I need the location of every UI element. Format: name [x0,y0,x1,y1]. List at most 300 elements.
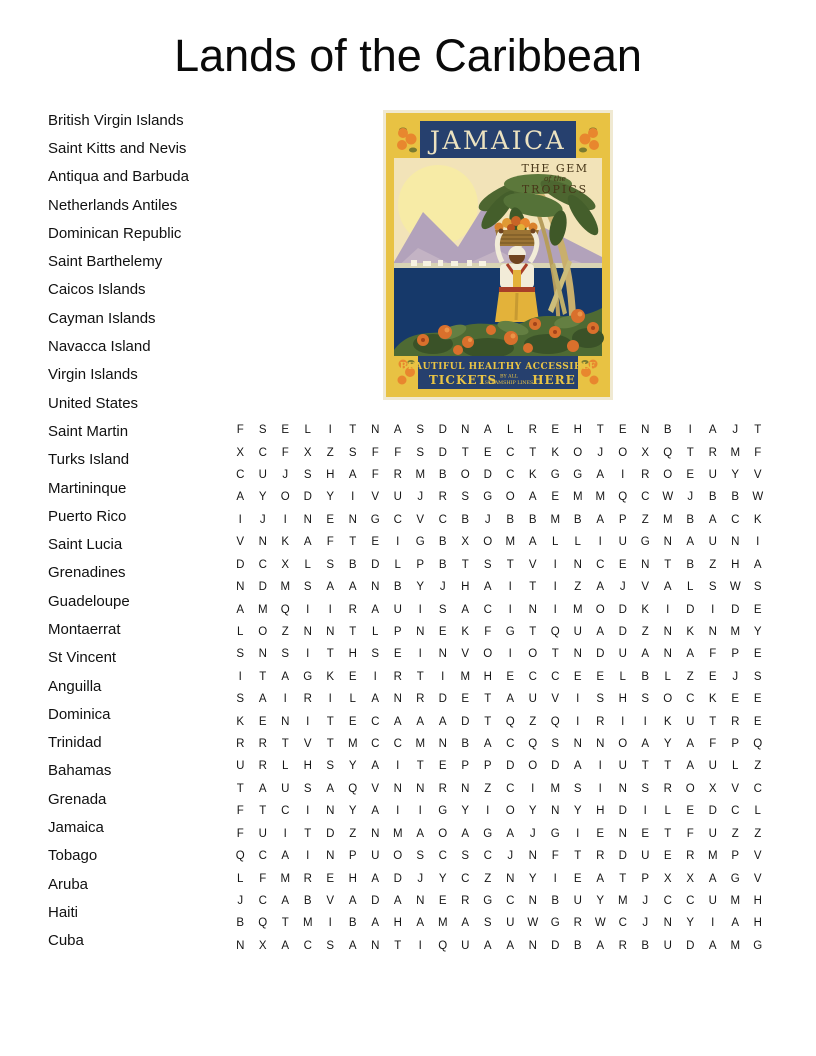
grid-cell: N [416,782,425,795]
grid-cell: S [573,782,582,795]
grid-cell: T [461,446,469,459]
grid-cell: I [621,469,625,482]
grid-cell: T [259,805,267,818]
word-list-item: Virgin Islands [48,366,138,384]
grid-cell: Z [529,715,537,728]
grid-cell: I [508,648,512,661]
grid-cell: A [596,469,605,482]
grid-cell: D [686,603,695,616]
grid-cell: O [460,469,470,482]
grid-cell: U [573,894,582,907]
grid-cell: S [551,738,560,751]
grid-cell: F [484,625,492,638]
grid-cell: A [281,939,290,952]
grid-cell: F [709,648,717,661]
grid-cell: G [483,491,493,504]
grid-cell: L [754,805,761,818]
grid-cell: C [551,670,560,683]
grid-cell: B [686,558,695,571]
grid-cell: O [595,603,605,616]
grid-cell: F [709,738,717,751]
grid-cell: I [553,558,557,571]
grid-cell: I [643,715,647,728]
grid-cell: A [483,939,492,952]
grid-cell: A [731,917,740,930]
grid-cell: N [618,827,627,840]
grid-cell: T [281,738,289,751]
grid-cell: T [574,850,582,863]
grid-cell: Y [528,805,537,818]
grid-cell: I [396,760,400,773]
grid-cell: E [596,827,605,840]
grid-cell: O [483,648,493,661]
grid-cell: J [237,894,244,907]
grid-cell: P [483,760,492,773]
grid-cell: L [304,558,311,571]
grid-cell: M [707,850,718,863]
grid-cell: G [550,917,560,930]
grid-cell: S [641,693,650,706]
grid-cell: Z [641,513,649,526]
grid-cell: A [416,917,425,930]
grid-cell: U [371,850,380,863]
word-list-item: Grenadines [48,564,126,582]
grid-cell: C [506,782,515,795]
grid-cell: R [461,894,470,907]
grid-cell: J [619,581,626,594]
grid-cell: M [662,513,673,526]
grid-cell: N [528,939,537,952]
svg-text:HERE: HERE [532,373,576,387]
grid-cell: R [416,693,425,706]
grid-cell: N [506,872,515,885]
grid-cell: N [461,782,470,795]
grid-cell: A [483,424,492,437]
grid-cell: V [528,558,537,571]
grid-cell: B [438,469,447,482]
grid-cell: C [641,491,650,504]
grid-cell: A [596,581,605,594]
grid-cell: P [416,558,425,571]
grid-cell: C [731,513,740,526]
grid-cell: B [731,491,740,504]
grid-cell: K [753,513,762,526]
grid-cell: B [641,670,650,683]
grid-cell: N [663,917,672,930]
grid-cell: E [551,424,560,437]
grid-cell: S [236,693,245,706]
grid-cell: B [708,491,717,504]
grid-cell: E [348,670,357,683]
grid-cell: A [528,536,537,549]
grid-cell: E [393,648,402,661]
grid-cell: I [576,693,580,706]
grid-cell: I [306,805,310,818]
grid-cell: Z [281,625,289,638]
grid-cell: V [641,581,650,594]
grid-cell: Y [258,491,267,504]
grid-cell: I [666,603,670,616]
word-list-item: Aruba [48,875,89,893]
grid-cell: H [753,917,762,930]
svg-text:STEAMSHIP LINES: STEAMSHIP LINES [484,381,534,386]
grid-cell: I [238,513,242,526]
grid-cell: C [596,558,605,571]
word-list-item: Navacca Island [48,338,151,356]
grid-cell: N [618,782,627,795]
grid-cell: T [304,827,312,840]
grid-cell: I [396,805,400,818]
grid-cell: J [282,469,289,482]
grid-cell: O [528,760,538,773]
grid-cell: T [259,670,267,683]
grid-cell: G [730,872,740,885]
grid-cell: M [730,939,741,952]
grid-cell: T [326,648,334,661]
grid-cell: I [711,917,715,930]
grid-cell: I [373,670,377,683]
grid-cell: U [281,782,290,795]
svg-text:BEAUTIFUL HEALTHY ACCESSIBLE: BEAUTIFUL HEALTHY ACCESSIBLE [399,362,597,372]
grid-cell: U [236,760,245,773]
grid-cell: T [394,939,402,952]
grid-cell: N [641,558,650,571]
grid-cell: U [461,939,470,952]
grid-cell: I [486,805,490,818]
grid-cell: Q [438,939,448,952]
grid-cell: V [371,782,380,795]
grid-cell: M [392,827,403,840]
grid-cell: V [416,513,425,526]
grid-cell: T [349,536,357,549]
grid-cell: A [708,424,717,437]
word-list-item: United States [48,394,139,412]
grid-cell: T [529,625,537,638]
grid-cell: C [618,917,627,930]
grid-cell: A [461,827,470,840]
grid-cell: M [280,581,291,594]
grid-cell: I [418,648,422,661]
grid-cell: T [506,558,514,571]
grid-cell: G [573,469,583,482]
grid-cell: J [529,827,536,840]
grid-cell: Y [416,581,425,594]
grid-cell: H [461,581,470,594]
grid-cell: E [618,424,627,437]
word-list-item: Turks Island [48,451,130,469]
grid-cell: C [528,670,537,683]
grid-cell: V [326,894,335,907]
grid-cell: I [328,424,332,437]
grid-cell: W [729,581,741,594]
grid-cell: M [415,469,426,482]
grid-cell: Y [731,469,740,482]
grid-cell: E [438,894,447,907]
grid-cell: N [731,536,740,549]
grid-cell: W [752,491,764,504]
grid-cell: K [663,715,672,728]
grid-cell: I [238,670,242,683]
grid-cell: A [573,760,582,773]
grid-cell: M [257,603,268,616]
grid-cell: C [371,738,380,751]
grid-cell: M [347,738,358,751]
grid-cell: X [641,446,650,459]
grid-cell: U [258,827,267,840]
grid-cell: D [438,424,447,437]
grid-cell: I [328,917,332,930]
grid-cell: D [371,558,380,571]
grid-cell: I [283,827,287,840]
grid-cell: O [663,693,673,706]
grid-cell: R [641,469,650,482]
grid-cell: W [527,917,539,930]
grid-cell: X [708,782,717,795]
grid-cell: S [753,670,762,683]
grid-cell: I [283,513,287,526]
grid-cell: T [641,760,649,773]
poster-header [394,121,602,158]
svg-text:TROPICS: TROPICS [521,183,589,196]
grid-cell: R [258,760,267,773]
grid-cell: S [303,581,312,594]
grid-cell: R [596,715,605,728]
grid-cell: Q [550,715,560,728]
grid-cell: K [281,536,290,549]
grid-cell: C [236,469,245,482]
grid-cell: L [349,693,356,706]
word-list-item: Anguilla [48,677,102,695]
grid-cell: S [326,939,335,952]
grid-cell: T [461,558,469,571]
grid-cell: A [281,670,290,683]
svg-text:TICKETS: TICKETS [428,373,498,387]
grid-cell: A [686,760,695,773]
grid-cell: N [371,424,380,437]
grid-cell: I [576,827,580,840]
grid-cell: O [258,625,268,638]
grid-cell: S [348,446,357,459]
grid-cell: Q [280,603,290,616]
grid-cell: E [731,693,740,706]
grid-cell: I [283,693,287,706]
grid-cell: B [461,738,470,751]
grid-cell: S [258,424,267,437]
grid-cell: E [326,513,335,526]
grid-cell: C [438,850,447,863]
grid-cell: I [441,670,445,683]
grid-cell: A [708,513,717,526]
word-list-item: Trinidad [48,734,102,752]
grid-cell: U [708,827,717,840]
grid-cell: Y [596,894,605,907]
grid-cell: S [326,558,335,571]
grid-cell: O [280,491,290,504]
jamaica-poster [383,110,613,400]
grid-cell: L [304,424,311,437]
grid-cell: B [573,939,582,952]
grid-cell: D [393,872,402,885]
grid-cell: Z [349,827,357,840]
grid-cell: A [371,917,380,930]
grid-cell: R [348,603,357,616]
word-list-item: Dominica [48,705,111,723]
grid-cell: K [641,603,650,616]
grid-cell: E [753,603,762,616]
grid-cell: F [281,446,289,459]
grid-cell: P [618,513,627,526]
grid-cell: B [663,424,672,437]
grid-cell: L [574,536,581,549]
grid-cell: Y [573,805,582,818]
grid-cell: T [709,715,717,728]
grid-cell: Z [641,625,649,638]
grid-cell: E [281,424,290,437]
grid-cell: N [551,805,560,818]
grid-cell: E [618,558,627,571]
grid-cell: S [303,782,312,795]
grid-cell: B [303,894,312,907]
grid-cell: R [596,850,605,863]
grid-cell: M [505,536,516,549]
grid-cell: Z [731,827,739,840]
grid-cell: M [730,625,741,638]
grid-cell: G [370,513,380,526]
grid-cell: M [572,491,583,504]
grid-cell: N [438,738,447,751]
grid-cell: Q [348,782,358,795]
grid-cell: M [595,491,606,504]
grid-cell: L [552,536,559,549]
grid-cell: I [621,715,625,728]
grid-cell: A [258,782,267,795]
word-list-item: Saint Barthelemy [48,253,163,271]
grid-cell: Y [686,917,695,930]
grid-cell: A [416,715,425,728]
grid-cell: U [641,850,650,863]
grid-cell: G [640,536,650,549]
grid-cell: K [686,625,695,638]
grid-cell: D [618,603,627,616]
grid-cell: E [438,625,447,638]
grid-cell: Q [235,850,245,863]
grid-cell: M [280,872,291,885]
grid-cell: F [236,805,244,818]
word-list-item: Caicos Islands [48,281,146,299]
grid-cell: F [754,446,762,459]
grid-cell: I [418,939,422,952]
word-list-item: Haiti [48,903,79,921]
grid-cell: A [348,894,357,907]
grid-cell: A [708,872,717,885]
grid-cell: Y [461,805,470,818]
grid-cell: A [393,894,402,907]
grid-cell: Y [528,872,537,885]
grid-cell: I [418,603,422,616]
grid-cell: R [393,670,402,683]
grid-cell: E [326,872,335,885]
grid-cell: I [328,693,332,706]
grid-cell: V [371,491,380,504]
grid-cell: N [663,625,672,638]
grid-cell: S [416,446,425,459]
grid-cell: T [619,872,627,885]
word-list-item: Saint Lucia [48,536,123,554]
grid-cell: N [438,648,447,661]
grid-cell: T [326,715,334,728]
grid-cell: D [371,894,380,907]
grid-cell: N [573,648,582,661]
grid-cell: E [663,850,672,863]
word-list-item: Montaerrat [48,620,121,638]
grid-cell: X [461,536,470,549]
grid-cell: A [596,939,605,952]
grid-cell: C [461,872,470,885]
grid-cell: G [483,894,493,907]
grid-cell: Q [550,625,560,638]
grid-cell: A [596,872,605,885]
grid-cell: C [663,894,672,907]
grid-cell: E [573,670,582,683]
grid-cell: D [551,939,560,952]
grid-cell: I [598,782,602,795]
grid-cell: T [551,648,559,661]
grid-cell: Z [686,670,694,683]
grid-cell: O [618,738,628,751]
grid-cell: I [598,536,602,549]
grid-cell: A [371,760,380,773]
grid-cell: D [483,469,492,482]
grid-cell: L [619,670,626,683]
grid-cell: T [349,424,357,437]
grid-cell: O [663,469,673,482]
grid-cell: S [281,648,290,661]
word-list-item: Antiqua and Barbuda [48,168,189,186]
grid-cell: A [663,581,672,594]
grid-cell: E [483,446,492,459]
grid-cell: Q [505,715,515,728]
grid-cell: T [416,670,424,683]
word-list-item: Tobago [48,847,98,865]
grid-cell: E [371,536,380,549]
grid-cell: M [460,670,471,683]
grid-cell: A [461,917,470,930]
grid-cell: A [506,939,515,952]
grid-cell: D [686,939,695,952]
grid-cell: V [236,536,245,549]
grid-cell: T [416,760,424,773]
grid-cell: I [643,805,647,818]
svg-text:THE GEM: THE GEM [521,162,589,175]
grid-cell: K [236,715,245,728]
grid-cell: A [371,603,380,616]
grid-cell: A [348,581,357,594]
woman-figure [495,216,540,322]
grid-cell: N [528,850,537,863]
grid-cell: C [393,738,402,751]
grid-cell: S [753,581,762,594]
grid-cell: L [664,805,671,818]
grid-cell: F [551,850,559,863]
grid-cell: T [664,558,672,571]
grid-cell: S [326,760,335,773]
grid-cell: A [416,827,425,840]
word-list-item: Martininque [48,479,127,497]
grid-cell: J [417,872,424,885]
grid-cell: V [731,782,740,795]
grid-cell: G [550,469,560,482]
grid-cell: P [461,760,470,773]
